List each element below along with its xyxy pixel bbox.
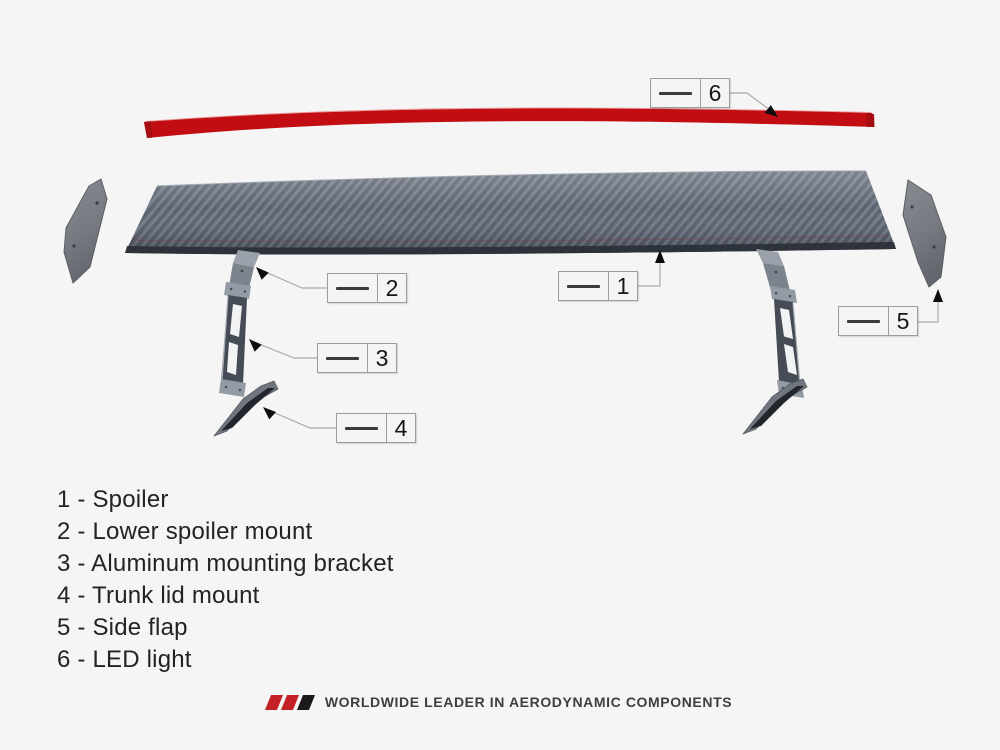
trunk-lid-mount-right [743,379,807,434]
callout-dash-cell [337,414,387,442]
callout-dash-cell [559,272,609,300]
parts-list-item: 3 - Aluminum mounting bracket [57,550,394,577]
callout-dash-icon [659,92,692,95]
callout-box-5 [838,306,918,336]
led-light-strip [144,108,875,138]
callout-dash-icon [345,427,378,430]
callout-dash-icon [567,285,600,288]
spoiler-wing [125,171,896,254]
callout-number: 5 [896,307,910,334]
parts-list-item: 6 - LED light [57,646,192,673]
footer-tagline: WORLDWIDE LEADER IN AERODYNAMIC COMPONENTS [324,694,733,710]
parts-list-item: 1 - Spoiler [57,486,169,513]
callout-box-2 [327,273,407,303]
callout-number: 1 [616,272,630,299]
callout-number: 2 [385,274,399,301]
callout-box-6 [650,78,730,108]
side-flap-left [64,179,107,283]
callout-number: 3 [375,344,389,371]
side-flap-right [903,180,946,287]
callout-box-1 [558,271,638,301]
callout-dash-icon [326,357,359,360]
logo-stripe-black [297,695,315,710]
callout-dash-icon [847,320,880,323]
callout-dash-cell [328,274,378,302]
parts-list [57,484,394,676]
parts-list-item: 2 - Lower spoiler mount [57,518,313,545]
logo-stripe-red-1 [265,695,283,710]
aluminum-bracket-left [219,282,251,397]
callout-dash-icon [336,287,369,290]
callout-number: 4 [394,414,408,441]
logo-stripe-red-2 [281,695,299,710]
footer [0,694,1000,710]
callout-dash-cell [651,79,701,107]
callout-leader-lines [254,93,938,428]
callout-box-3 [317,343,397,373]
callout-dash-cell [318,344,368,372]
callout-dash-cell [839,307,889,335]
brand-logo-icon [268,695,312,710]
parts-list-item: 5 - Side flap [57,614,188,641]
callout-box-4 [336,413,416,443]
parts-list-item: 4 - Trunk lid mount [57,582,260,609]
callout-number: 6 [708,79,722,106]
